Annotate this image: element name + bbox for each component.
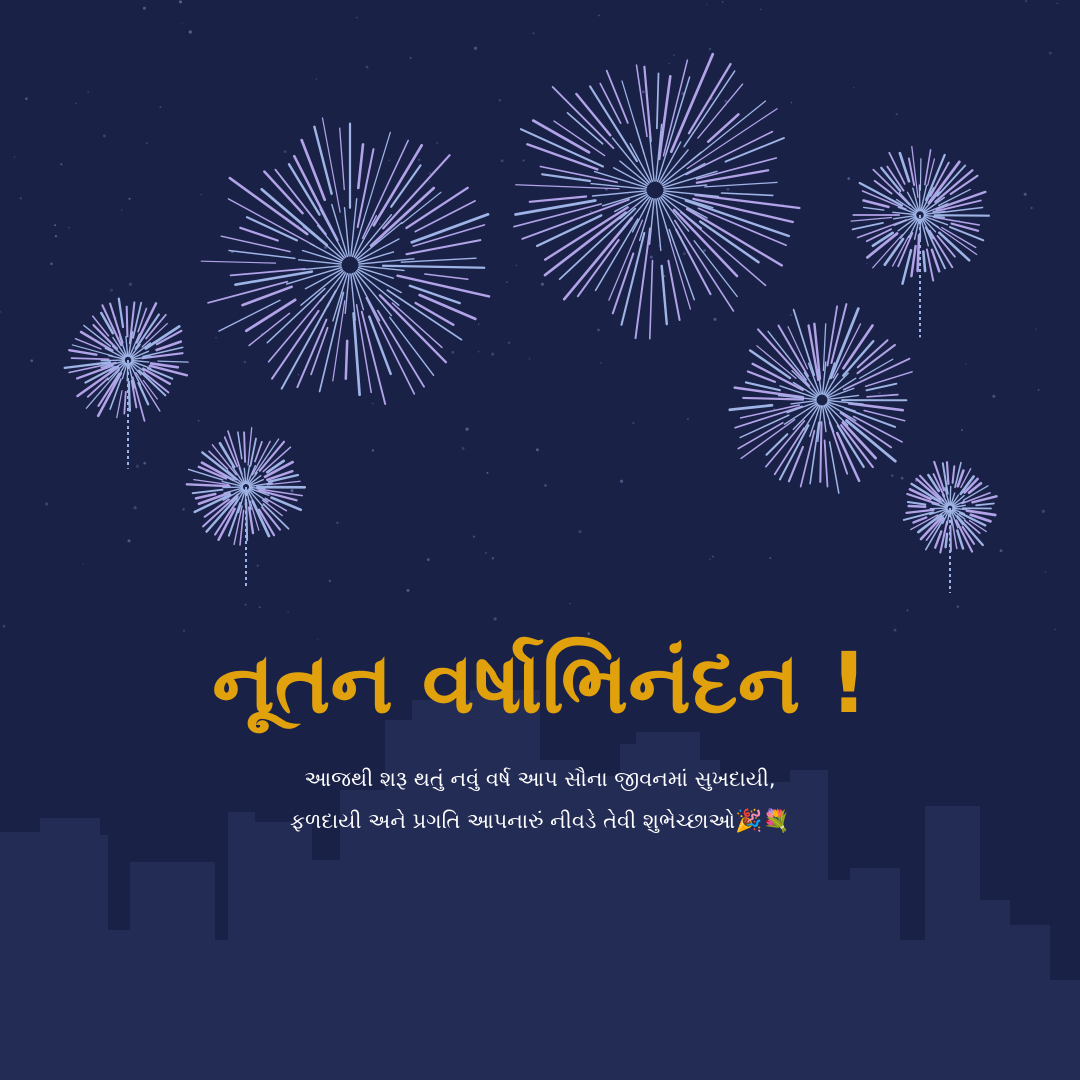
- star: [724, 100, 726, 102]
- star: [110, 289, 113, 292]
- firework-ray: [830, 442, 839, 493]
- star: [103, 134, 106, 137]
- star: [215, 337, 217, 339]
- star: [600, 362, 601, 363]
- message-text-2: ફળદાયી અને પ્રગતિ આપનારું નીવડે તેવી શુભેચ્છાઓ: [290, 809, 736, 833]
- star: [290, 489, 293, 492]
- firework-ray: [867, 395, 898, 397]
- star: [87, 91, 89, 93]
- star: [68, 227, 70, 229]
- firework-ray: [684, 71, 735, 147]
- star: [409, 57, 411, 59]
- star: [287, 611, 288, 612]
- star: [182, 23, 183, 24]
- star: [136, 465, 139, 468]
- firework-ray: [976, 504, 994, 506]
- star: [709, 559, 711, 561]
- firework-ray: [244, 432, 245, 462]
- firework-ray: [530, 197, 586, 202]
- firework-ray: [378, 311, 424, 387]
- star: [632, 422, 634, 424]
- firework-ray: [686, 132, 772, 175]
- star: [760, 9, 761, 10]
- firework-ray: [346, 341, 347, 379]
- firework-ray: [72, 358, 109, 359]
- star: [20, 197, 23, 200]
- star: [878, 392, 880, 394]
- firework-burst: [65, 299, 189, 469]
- star: [478, 351, 479, 352]
- firework-burst: [187, 428, 305, 589]
- firework-ray: [700, 222, 758, 263]
- star: [1024, 193, 1027, 196]
- star: [957, 606, 959, 608]
- star: [709, 48, 711, 50]
- firework-ray: [820, 422, 821, 482]
- star: [366, 66, 369, 69]
- firework-ray: [86, 370, 119, 409]
- star: [143, 462, 146, 465]
- star: [650, 256, 653, 259]
- firework-ray: [696, 195, 800, 208]
- firework-ray: [262, 189, 327, 245]
- message-text-1: આજથી શરૂ થતું નવું વર્ષ આપ સૌના જીવનમાં સુખદાયી,: [304, 767, 776, 791]
- firework-ray: [201, 261, 275, 263]
- star: [1000, 549, 1003, 552]
- greeting-message-line-1: [0, 762, 1080, 796]
- star: [1045, 571, 1047, 573]
- star: [669, 63, 670, 64]
- star: [598, 14, 600, 16]
- firework-ray: [522, 200, 629, 239]
- star: [146, 142, 148, 144]
- star: [160, 106, 162, 108]
- star: [485, 552, 487, 554]
- firework-burst: [730, 304, 912, 493]
- bouquet-icon: 💐: [762, 809, 790, 834]
- star: [529, 358, 530, 359]
- firework-inner-ray: [950, 486, 951, 505]
- star: [451, 351, 454, 354]
- star: [791, 102, 793, 104]
- firework-inner-ray: [223, 487, 242, 488]
- firework-ray: [516, 201, 596, 215]
- star: [487, 472, 489, 474]
- star: [1057, 3, 1058, 4]
- star: [590, 211, 592, 213]
- firework-ray: [920, 159, 921, 191]
- star: [379, 223, 380, 224]
- firework-ray: [354, 313, 360, 394]
- star: [901, 477, 904, 480]
- star: [499, 99, 501, 101]
- firework-ray: [358, 144, 363, 188]
- firework-ray: [314, 127, 331, 194]
- star: [429, 172, 432, 175]
- star: [1038, 389, 1040, 391]
- firework-ray: [124, 392, 126, 414]
- star: [1036, 329, 1037, 330]
- firework-ray: [521, 129, 603, 166]
- firework-ray: [407, 240, 481, 254]
- star: [245, 604, 247, 606]
- star: [388, 160, 390, 162]
- firework-ray: [662, 266, 667, 324]
- firework-ray: [849, 403, 903, 410]
- star: [329, 580, 332, 583]
- firework-ray: [789, 447, 803, 481]
- star: [429, 181, 430, 182]
- firework-ray: [568, 113, 603, 144]
- star: [54, 224, 56, 226]
- star: [0, 311, 1, 313]
- star: [14, 156, 15, 157]
- star: [60, 163, 62, 165]
- firework-ray: [909, 506, 926, 507]
- star: [83, 563, 84, 564]
- star: [201, 194, 202, 195]
- star: [134, 506, 137, 509]
- star: [427, 558, 430, 561]
- greeting-message-line-2: [0, 804, 1080, 839]
- firework-ray: [722, 193, 773, 195]
- star: [896, 113, 898, 115]
- star: [726, 188, 729, 191]
- firework-ray: [730, 405, 772, 410]
- star: [128, 539, 131, 542]
- firework-ray: [908, 502, 925, 505]
- firework-ray: [953, 466, 955, 483]
- star: [418, 159, 420, 161]
- star: [1049, 52, 1052, 55]
- firework-ray: [578, 240, 619, 296]
- firework-ray: [693, 199, 792, 222]
- fireworks-group: [65, 54, 997, 593]
- firework-ray: [657, 73, 659, 128]
- firework-inner-ray: [101, 360, 124, 361]
- star: [478, 323, 479, 324]
- firework-ray: [650, 261, 653, 339]
- star: [372, 403, 373, 404]
- firework-ray: [119, 299, 123, 327]
- firework-ray: [383, 266, 484, 268]
- star: [658, 245, 659, 246]
- star: [336, 522, 338, 524]
- star: [356, 17, 357, 18]
- star: [642, 90, 645, 93]
- firework-ray: [825, 440, 828, 486]
- star: [372, 449, 374, 451]
- star: [259, 606, 261, 608]
- star: [284, 150, 287, 153]
- star: [790, 314, 792, 316]
- star: [853, 87, 855, 89]
- firework-ray: [864, 207, 884, 210]
- firework-ray: [675, 221, 734, 311]
- firework-ray: [117, 391, 122, 418]
- firework-ray: [340, 128, 345, 189]
- star: [541, 283, 544, 286]
- firework-ray: [947, 462, 948, 484]
- star: [544, 484, 546, 486]
- star: [906, 609, 908, 611]
- star: [683, 252, 686, 255]
- party-popper-icon: 🎉: [735, 809, 763, 834]
- firework-inner-ray: [930, 508, 947, 509]
- firework-ray: [193, 490, 223, 494]
- firework-ray: [950, 227, 983, 240]
- firework-ray: [935, 531, 941, 547]
- star: [703, 249, 706, 252]
- firework-ray: [221, 236, 290, 251]
- firework-ray: [935, 215, 989, 216]
- star: [712, 556, 714, 558]
- firework-ray: [553, 87, 614, 148]
- skyline-silhouette: [0, 690, 1080, 1080]
- star: [76, 103, 77, 104]
- firework-ray: [249, 508, 253, 533]
- star: [45, 502, 48, 505]
- star: [597, 328, 600, 331]
- star: [121, 209, 122, 210]
- firework-inner-ray: [664, 171, 717, 187]
- star: [673, 54, 675, 56]
- firework-ray: [853, 223, 883, 230]
- firework-ray: [246, 503, 247, 540]
- firework-ray: [243, 287, 292, 305]
- star: [50, 262, 53, 265]
- star: [128, 198, 130, 200]
- firework-ray: [366, 298, 414, 394]
- city-skyline: [0, 690, 1080, 1080]
- star: [501, 159, 504, 162]
- firework-inner-ray: [919, 185, 920, 211]
- firework-ray: [229, 251, 295, 259]
- star: [316, 78, 317, 79]
- star: [891, 474, 893, 476]
- star: [687, 418, 689, 420]
- star: [143, 7, 146, 10]
- star: [713, 318, 716, 321]
- star: [516, 265, 517, 266]
- firework-ray: [743, 398, 803, 400]
- star: [129, 283, 132, 286]
- star: [965, 363, 966, 364]
- firework-ray: [735, 388, 803, 398]
- star: [491, 353, 494, 356]
- firework-ray: [127, 307, 128, 337]
- star: [769, 557, 771, 559]
- star: [473, 536, 475, 538]
- firework-ray: [425, 274, 468, 279]
- firework-ray: [801, 431, 815, 487]
- firework-ray: [158, 361, 188, 362]
- firework-ray: [238, 432, 242, 459]
- greeting-title: નૂતન વર્ષાભિનંદન !: [212, 634, 868, 732]
- star: [179, 0, 182, 3]
- star: [30, 359, 33, 362]
- star: [182, 508, 184, 510]
- firework-ray: [946, 534, 948, 547]
- star: [189, 30, 192, 33]
- star: [706, 4, 707, 5]
- star: [847, 177, 850, 180]
- star: [198, 420, 200, 422]
- firework-burst: [514, 54, 800, 339]
- star: [257, 565, 259, 567]
- firework-ray: [187, 484, 230, 486]
- star: [523, 159, 525, 161]
- firework-inner-ray: [245, 491, 246, 505]
- star: [722, 1, 724, 3]
- star: [267, 308, 268, 309]
- star: [55, 235, 57, 237]
- star: [244, 361, 247, 364]
- star: [465, 427, 468, 430]
- firework-ray: [636, 228, 651, 338]
- star: [1025, 0, 1027, 2]
- star: [570, 603, 571, 604]
- star: [298, 374, 300, 376]
- firework-burst: [904, 462, 997, 593]
- star: [25, 97, 28, 100]
- star: [579, 530, 582, 533]
- star: [1042, 510, 1045, 513]
- star: [436, 142, 438, 144]
- firework-ray: [973, 496, 997, 502]
- star: [536, 448, 539, 451]
- firework-ray: [668, 261, 679, 320]
- star: [508, 341, 511, 344]
- firework-ray: [923, 252, 925, 272]
- star: [533, 32, 535, 34]
- firework-ray: [866, 372, 913, 387]
- star: [474, 47, 477, 50]
- star: [506, 281, 508, 283]
- firework-ray: [705, 182, 777, 187]
- firework-ray: [864, 201, 889, 207]
- firework-ray: [851, 218, 891, 222]
- star: [462, 447, 465, 450]
- star: [866, 263, 867, 264]
- firework-burst: [851, 147, 989, 338]
- star: [1031, 207, 1033, 209]
- star: [992, 395, 995, 398]
- firework-ray: [918, 235, 920, 271]
- firework-ray: [294, 156, 337, 240]
- star: [620, 480, 623, 483]
- star: [494, 617, 497, 620]
- star: [492, 557, 495, 560]
- star: [407, 589, 410, 592]
- star: [961, 429, 963, 431]
- firework-ray: [864, 411, 905, 421]
